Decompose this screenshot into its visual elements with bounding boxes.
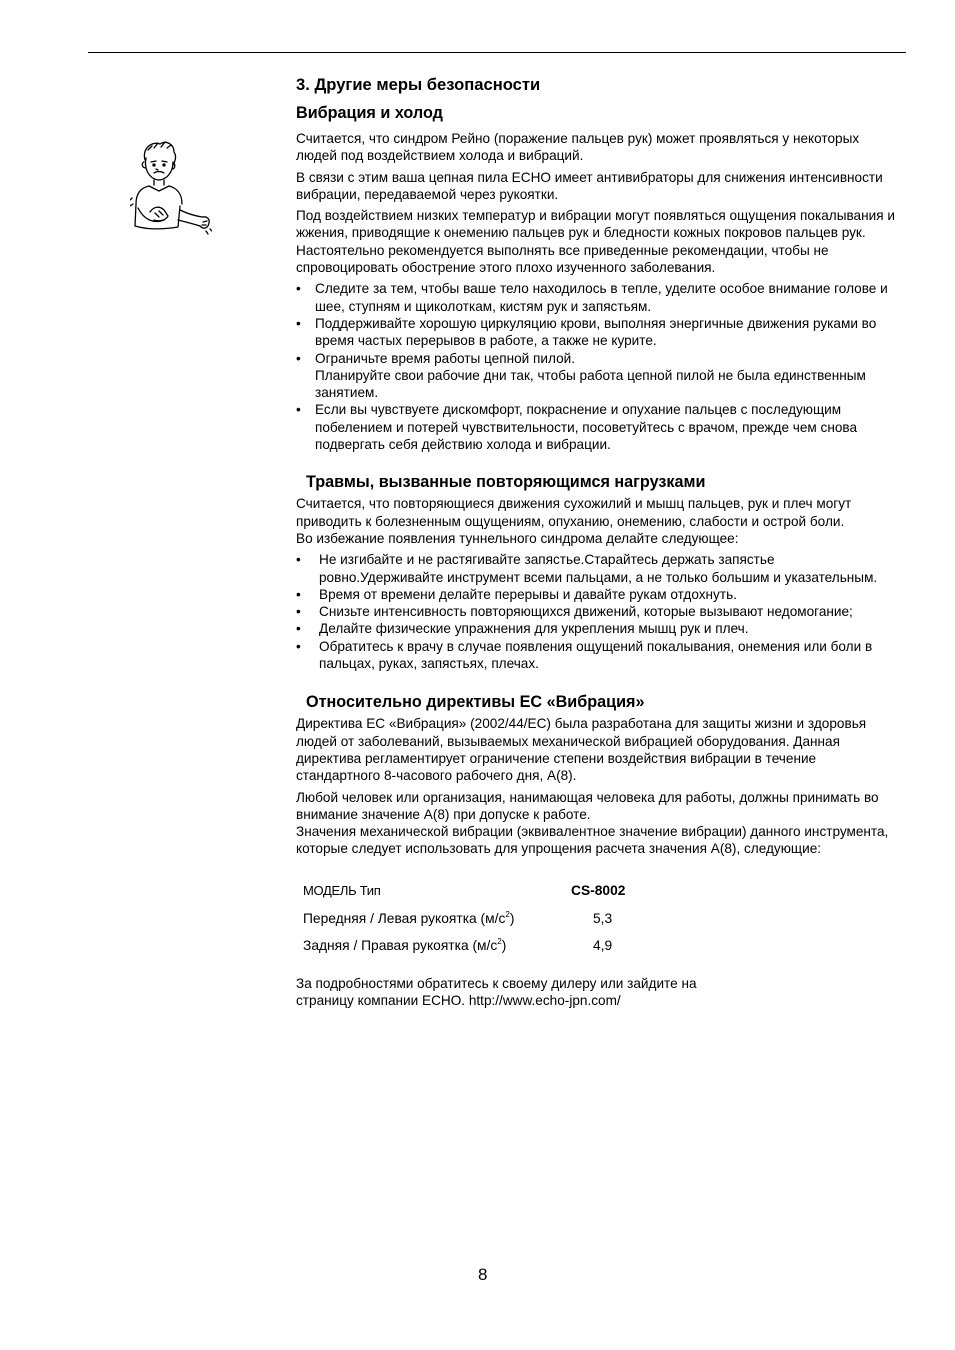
vibration-cold-bullets [296,280,896,453]
list-item [296,638,896,673]
bullet-marker: • [296,402,301,418]
page-number: 8 [478,1265,488,1284]
bullet-marker: • [296,621,301,637]
table-row-label: Задняя / Правая рукоятка $(м/с^2)$ [303,936,507,953]
ec-directive-paragraph: Значения механической вибрации (эквивалентное значение вибрации) данного инструмента, которые следует использовать для упрощения расчета значения A(8), следующие: [296,824,889,857]
table-header-model: CS-8002 [571,882,626,898]
vibration-cold-paragraph: Под воздействием низких температур и вибрации могут появляться ощущения покалывания и жжения, приводящие к онемению пальцев рук и бледности кожных покровов пальцев рук. [296,208,895,241]
list-item-text: Время от времени делайте перерывы и давайте рукам отдохнуть. [319,586,737,602]
bullet-marker: • [296,552,301,568]
table-row-label: Передняя / Левая рукоятка $(м/с^2)$ [303,909,515,926]
repetitive-strain-heading: Травмы, вызванные повторяющимся нагрузками [306,473,706,492]
ec-directive-paragraph: Любой человек или организация, нанимающая человека для работы, должны принимать во внимание значение A(8) при допуске к работе. [296,789,879,822]
list-item-text: Следите за тем, чтобы ваше тело находилось в тепле, уделите особое внимание голове и шее, ступням и щиколоткам, кистям рук и запястьям. [315,281,888,314]
table-row-value: 4,9 [593,937,613,953]
contact-line: За подробностями обратитесь к своему дилеру или зайдите на [296,975,697,991]
repetitive-strain-paragraph: Считается, что повторяющиеся движения сухожилий и мышц пальцев, рук и плеч могут приводить к болезненным ощущениям, опуханию, онемению, слабости и острой боли. [296,496,852,529]
vibration-values-table [303,882,625,964]
list-item [296,315,896,350]
table-row [303,937,625,964]
vibration-cold-paragraph: В связи с этим ваша цепная пила ECHO имеет антивибраторы для снижения интенсивности вибрации, передаваемой через рукоятки. [296,169,883,202]
contact-note [296,975,896,1010]
repetitive-strain-paragraph: Во избежание появления туннельного синдрома делайте следующее: [296,530,739,546]
list-item [296,620,896,637]
list-item [296,586,896,603]
list-item-text: Обратитесь к врачу в случае появления ощущений покалывания, онемения или боли в пальцах, руках, запястьях, плечах. [319,638,873,672]
list-item-text: Поддерживайте хорошую циркуляцию крови, выполняя энергичные движения руками во время частых перерывов в работе, а также не курите. [315,315,877,349]
section-title: 3. Другие меры безопасности [296,75,541,94]
list-item [296,280,896,315]
list-item [296,603,896,620]
bullet-marker: • [296,281,301,297]
list-item-text: Если вы чувствуете дискомфорт, покраснение и опухание пальцев с последующим побелением и потерей чувствительности, посоветуйтесь с врачом, прежде чем снова подвергать себя действию холода и вибрации. [315,402,858,453]
ec-directive-heading: Относительно директивы ЕС «Вибрация» [306,693,645,712]
top-rule [88,52,906,53]
bullet-marker: • [296,315,301,331]
ec-directive-paragraph: Директива ЕС «Вибрация» (2002/44/ЕС) была разработана для защиты жизни и здоровья людей от заболеваний, вызываемых механической вибрацией оборудования. Данная директива регламентирует ограничение степени воздействия вибрации в течение стандартного 8-часового рабочего дня, A(8). [296,716,867,784]
list-item-text: Планируйте свои рабочие дни так, чтобы работа цепной пилой не была единственным занятием. [315,367,866,401]
vibration-cold-heading: Вибрация и холод [296,104,443,122]
list-item [296,350,896,402]
list-item-text: Не изгибайте и не растягивайте запястье.Старайтесь держать запястье ровно.Удерживайте инструмент всеми пальцами, а не только большим и указательным. [319,552,878,585]
page-content [296,74,896,1009]
table-header-label: МОДЕЛЬ Тип [303,882,381,898]
table-row [303,910,625,937]
list-item-text: Снизьте интенсивность повторяющихся движений, которые вызывают недомогание; [319,604,853,620]
person-cold-hands-illustration [130,138,212,236]
bullet-marker: • [296,604,301,620]
list-item-text: Ограничьте время работы цепной пилой. [315,350,575,366]
contact-line: страницу компании ECHO. http://www.echo-jpn.com/ [296,992,621,1008]
vibration-cold-paragraph: Считается, что синдром Рейно (поражение пальцев рук) может проявляться у некоторых людей под воздействием холода и вибраций. [296,131,860,164]
bullet-marker: • [296,586,301,602]
bullet-marker: • [296,350,301,366]
table-header-row [303,882,625,910]
vibration-cold-paragraph: Настоятельно рекомендуется выполнять все приведенные рекомендации, чтобы не спровоцировать обострение этого плохо изученного заболевания. [296,242,829,276]
list-item-text: Делайте физические упражнения для укрепления мышц рук и плеч. [319,621,749,637]
repetitive-strain-bullets [296,551,896,672]
bullet-marker: • [296,638,301,654]
list-item [296,401,896,453]
list-item [296,551,896,586]
table-row-value: 5,3 [593,910,613,926]
